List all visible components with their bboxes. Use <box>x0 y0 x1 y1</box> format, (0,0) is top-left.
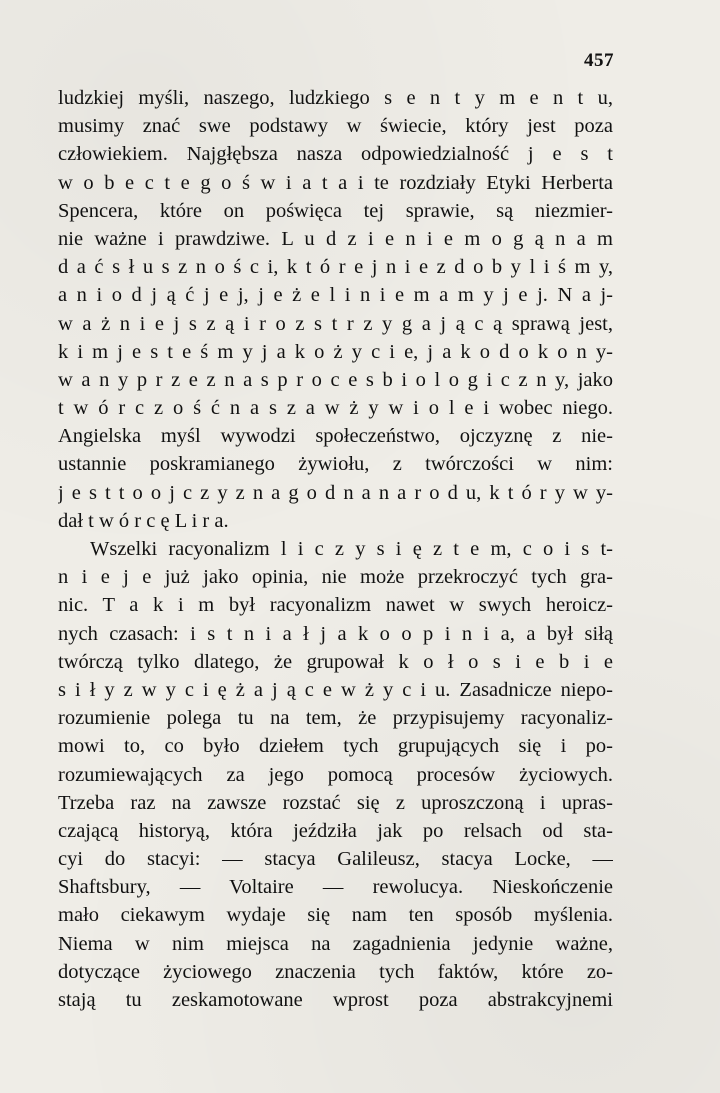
text-line: n i e j e już jako opinia, nie może przekroczyć tych gra- <box>58 566 613 589</box>
text-line: mało ciekawym wydaje się nam ten sposób myślenia. <box>58 904 613 927</box>
text-line: nic. T a k i m był racyonalizm nawet w swych heroicz- <box>58 594 613 617</box>
text-line: twórczą tylko dlatego, że grupował k o ł o s i e b i e <box>58 650 613 673</box>
text-line: dał t w ó r c ę L i r a. <box>58 509 229 532</box>
page-number: 457 <box>584 50 614 71</box>
text-line: rozumienie polega tu na tem, że przypisujemy racyonaliz- <box>58 707 613 730</box>
body-text <box>58 84 613 1014</box>
text-line: rozumiewających za jego pomocą procesów życiowych. <box>58 763 613 786</box>
text-line: człowiekiem. Najgłębsza nasza odpowiedzialność j e s t <box>58 143 613 166</box>
text-line: w a n y p r z e z n a s p r o c e s b i o l o g i c z n y, jako <box>58 368 613 391</box>
text-line: s i ł y z w y c i ę ż a j ą c e w ż y c i u. Zasadnicze niepo- <box>58 678 613 701</box>
text-line: k i m j e s t e ś m y j a k o ż y c i e, j a k o d o k o n y- <box>58 340 613 363</box>
text-line: w a ż n i e j s z ą i r o z s t r z y g a j ą c ą sprawą jest, <box>58 312 613 335</box>
text-line: ludzkiej myśli, naszego, ludzkiego s e n t y m e n t u, <box>58 87 613 109</box>
text-line: j e s t t o o j c z y z n a g o d n a n a r o d u, k t ó r y w y- <box>58 481 613 504</box>
text-line: w o b e c t e g o ś w i a t a i te rozdziały Etyki Herberta <box>58 171 613 194</box>
text-line: Niema w nim miejsca na zagadnienia jedynie ważne, <box>58 932 613 955</box>
text-line: t w ó r c z o ś ć n a s z a w ż y w i o l e i wobec niego. <box>58 397 613 420</box>
text-line: mowi to, co było dziełem tych grupujących się i po- <box>58 735 613 758</box>
text-line: Trzeba raz na zawsze rozstać się z uproszczoną i upras- <box>58 791 613 814</box>
text-line: Spencera, które on poświęca tej sprawie, są niezmier- <box>58 199 613 222</box>
text-line: nie ważne i prawdziwe. L u d z i e n i e m o g ą n a m <box>58 227 613 250</box>
text-line: Angielska myśl wywodzi społeczeństwo, ojczyznę z nie- <box>58 425 613 448</box>
text-line: czającą historyą, która jeździła jak po relsach od sta- <box>58 819 613 842</box>
text-line: stają tu zeskamotowane wprost poza abstrakcyjnemi <box>58 989 613 1011</box>
text-line: a n i o d j ą ć j e j, j e ż e l i n i e m a m y j e j. N a j- <box>58 284 613 307</box>
text-line: d a ć s ł u s z n o ś c i, k t ó r e j n i e z d o b y l i ś m y, <box>58 256 613 279</box>
text-line: nych czasach: i s t n i a ł j a k o o p i n i a, a był siłą <box>58 622 613 645</box>
text-line: dotyczące życiowego znaczenia tych faktów, które zo- <box>58 960 613 983</box>
text-line: ustannie poskramianego żywiołu, z twórczości w nim: <box>58 453 613 476</box>
text-line: musimy znać swe podstawy w świecie, który jest poza <box>58 115 613 138</box>
text-line: Shaftsbury, — Voltaire — rewolucya. Nieskończenie <box>58 876 613 899</box>
text-line: cyi do stacyi: — stacya Galileusz, stacya Locke, — <box>58 848 613 871</box>
text-line: Wszelki racyonalizm l i c z y s i ę z t e m, c o i s t- <box>90 538 613 560</box>
